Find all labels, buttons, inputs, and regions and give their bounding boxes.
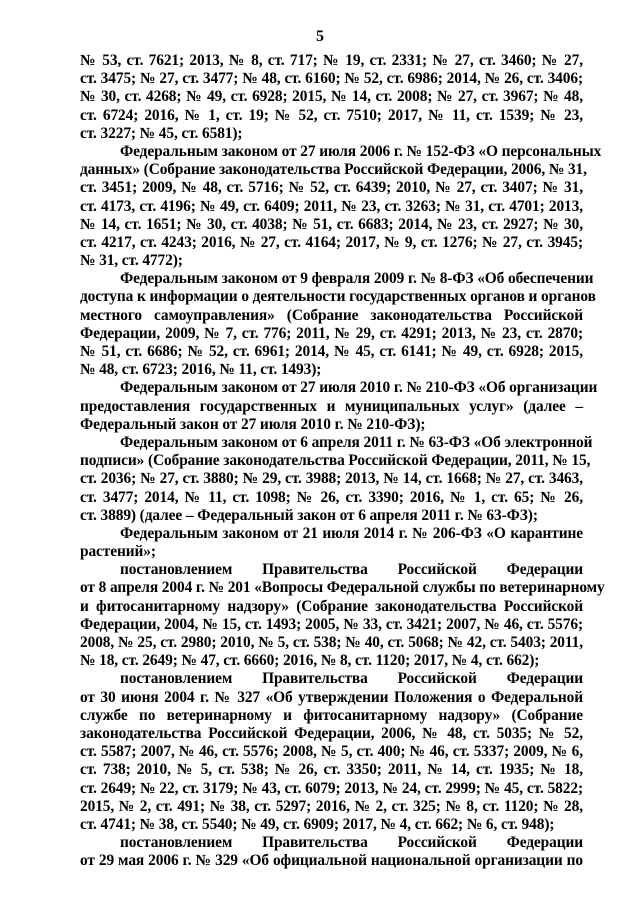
text-line: ст. 3475; № 27, ст. 3477; № 48, ст. 6160; № 52, ст. 6986; 2014, № 26, ст. 3406; [80,70,583,88]
text-line: ст. 2649; № 22, ст. 3179; № 43, ст. 6079; 2013, № 24, ст. 2999; № 45, ст. 5822; [80,779,583,797]
text-line: Федеральным законом от 27 июля 2006 г. № 152-ФЗ «О персональных [120,142,602,160]
text-line: от 29 мая 2006 г. № 329 «Об официальной национальной организации по [80,852,583,870]
text-line: растений»; [80,543,156,561]
text-line: постановлением Правительства Российской Федерации [120,561,583,579]
paragraph [80,834,583,870]
text-line: № 51, ст. 6686; № 52, ст. 6961; 2014, № 45, ст. 6141; № 49, ст. 6928; 2015, [80,343,583,360]
text-line: Федеральным законом от 6 апреля 2011 г. № 63-ФЗ «Об электронной [120,433,593,451]
text-line: ст. 4741; № 38, ст. 5540; № 49, ст. 6909; 2017, № 4, ст. 662; № 6, ст. 948); [80,815,555,833]
text-line: № 14, ст. 1651; № 30, ст. 4038; № 51, ст. 6683; 2014, № 23, ст. 2927; № 30, [80,215,583,233]
text-line: Федеральным законом от 27 июля 2010 г. № 210-ФЗ «Об организации [120,379,598,397]
text-line: ст. 3227; № 45, ст. 6581); [80,124,243,142]
paragraph [80,561,605,670]
text-line: Федеральный закон от 27 июля 2010 г. № 210-ФЗ); [80,415,426,433]
text-line: ст. 738; 2010, № 5, ст. 538; № 26, ст. 3350; 2011, № 14, ст. 1935; № 18, [80,761,583,779]
text-line: ст. 5587; 2007, № 46, ст. 5576; 2008, № 5, ст. 400; № 46, ст. 5337; 2009, № 6, [80,743,583,761]
text-line: Федеральным законом от 21 июля 2014 г. № 206-ФЗ «О карантине [120,524,583,542]
document-body [80,52,605,870]
text-line: № 31, ст. 4772); [80,252,183,270]
paragraph [80,525,583,561]
text-line: и фитосанитарному надзору» (Собрание законодательства Российской [80,597,583,615]
text-line: постановлением Правительства Российской Федерации [120,834,583,852]
paragraph [80,52,583,143]
text-line: Федерации, 2009, № 7, ст. 776; 2011, № 29, ст. 4291; 2013, № 23, ст. 2870; [80,324,583,342]
text-line: ст. 3477; 2014, № 11, ст. 1098; № 26, ст. 3390; 2016, № 1, ст. 65; № 26, [80,488,583,506]
text-line: постановлением Правительства Российской Федерации [120,670,583,688]
text-line: № 48, ст. 6723; 2016, № 11, ст. 1493); [80,361,322,379]
text-line: ст. 4173, ст. 4196; № 49, ст. 6409; 2011, № 23, ст. 3263; № 31, ст. 4701; 2013, [80,197,583,215]
text-line: ст. 2036; № 27, ст. 3880; № 29, ст. 3988; 2013, № 14, ст. 1668; № 27, ст. 3463, [80,470,583,488]
text-line: ст. 6724; 2016, № 1, ст. 19; № 52, ст. 7510; 2017, № 11, ст. 1539; № 23, [80,106,583,124]
text-line: № 30, ст. 4268; № 49, ст. 6928; 2015, № 14, ст. 2008; № 27, ст. 3967; № 48, [80,88,583,106]
text-line: законодательства Российской Федерации, 2006, № 48, ст. 5035; № 52, [80,724,583,742]
text-line: 2015, № 2, ст. 491; № 38, ст. 5297; 2016, № 2, ст. 325; № 8, ст. 1120; № 28, [80,797,583,815]
text-line: ст. 4217, ст. 4243; 2016, № 27, ст. 4164; 2017, № 9, ст. 1276; № 27, ст. 3945; [80,233,583,251]
paragraph [80,670,583,834]
paragraph [80,270,596,379]
text-line: от 8 апреля 2004 г. № 201 «Вопросы Федеральной службы по ветеринарному [80,579,605,597]
text-line: службе по ветеринарному и фитосанитарному надзору» (Собрание [80,706,583,724]
paragraph [80,379,598,434]
text-line: от 30 июня 2004 г. № 327 «Об утверждении Положения о Федеральной [80,688,583,706]
text-line: предоставления государственных и муниципальных услуг» (далее – [80,397,583,415]
text-line: № 18, ст. 2649; № 47, ст. 6660; 2016, № 8, ст. 1120; 2017, № 4, ст. 662); [80,652,540,670]
paragraph [80,433,593,525]
text-line: данных» (Собрание законодательства Российской Федерации, 2006, № 31, [80,161,587,179]
text-line: № 53, ст. 7621; 2013, № 8, ст. 717; № 19, ст. 2331; № 27, ст. 3460; № 27, [80,52,583,69]
paragraph [80,142,602,270]
text-line: 2008, № 25, ст. 2980; 2010, № 5, ст. 538; № 40, ст. 5068; № 42, ст. 5403; 2011, [80,634,583,651]
text-line: Федеральным законом от 9 февраля 2009 г. № 8-ФЗ «Об обеспечении [120,270,594,288]
text-line: ст. 3889) (далее – Федеральный закон от 6 апреля 2011 г. № 63-ФЗ); [80,506,538,524]
text-line: подписи» (Собрание законодательства Российской Федерации, 2011, № 15, [80,452,591,470]
text-line: доступа к информации о деятельности государственных органов и органов [80,288,596,306]
text-line: Федерации, 2004, № 15, ст. 1493; 2005, № 33, ст. 3421; 2007, № 46, ст. 5576; [80,615,583,633]
page-number: 5 [316,28,324,45]
text-line: ст. 3451; 2009, № 48, ст. 5716; № 52, ст. 6439; 2010, № 27, ст. 3407; № 31, [80,179,583,197]
text-line: местного самоуправления» (Собрание законодательства Российской [80,306,583,324]
